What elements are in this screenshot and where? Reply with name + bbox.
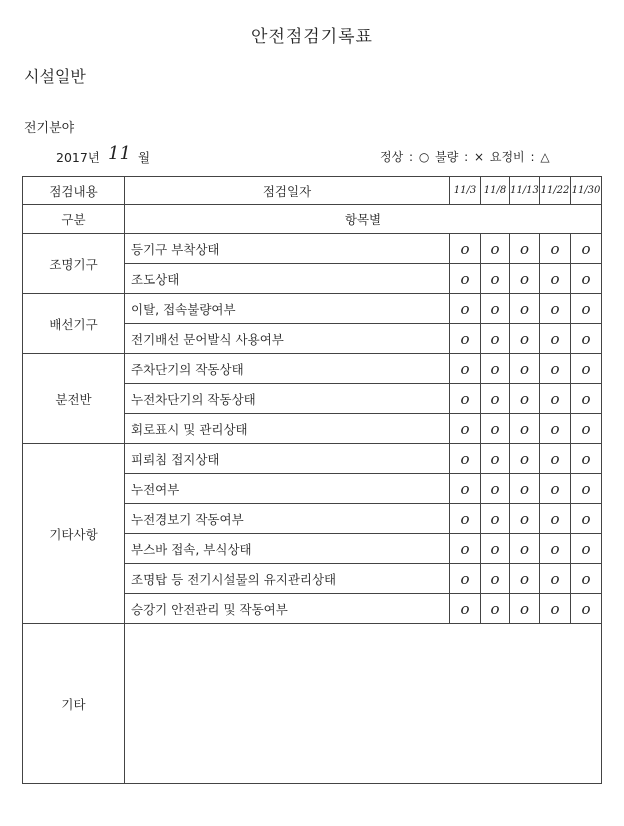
check-mark: o <box>540 474 571 504</box>
table-row <box>23 354 602 384</box>
check-mark: o <box>481 324 510 354</box>
other-row <box>23 624 602 784</box>
category-header: 구분 <box>23 205 125 234</box>
check-mark: o <box>540 414 571 444</box>
item-label: 누전차단기의 작동상태 <box>125 384 450 414</box>
check-mark: o <box>540 504 571 534</box>
check-mark: o <box>540 294 571 324</box>
month-label: 월 <box>138 150 151 165</box>
other-content <box>125 624 602 784</box>
page-title: 안전점검기록표 <box>251 27 373 47</box>
check-mark: o <box>510 594 540 624</box>
check-mark: o <box>510 234 540 264</box>
check-mark: o <box>510 474 540 504</box>
item-label: 누전경보기 작동여부 <box>125 504 450 534</box>
check-mark: o <box>540 324 571 354</box>
check-mark: o <box>571 594 602 624</box>
date-header: 점검일자 <box>125 177 450 205</box>
other-label: 기타 <box>23 624 125 784</box>
item-label: 부스바 접속, 부식상태 <box>125 534 450 564</box>
date-cell: 11/13 <box>510 177 540 205</box>
date-cell: 11/8 <box>481 177 510 205</box>
check-mark: o <box>510 264 540 294</box>
check-mark: o <box>450 354 481 384</box>
item-label: 이탈, 접속불량여부 <box>125 294 450 324</box>
check-mark: o <box>510 294 540 324</box>
check-mark: o <box>571 354 602 384</box>
check-mark: o <box>510 564 540 594</box>
inspection-table <box>22 176 602 784</box>
check-mark: o <box>481 504 510 534</box>
legend: 정상 : ○ 불량 : × 요정비 : △ <box>380 150 550 164</box>
check-mark: o <box>450 504 481 534</box>
check-mark: o <box>571 474 602 504</box>
check-mark: o <box>571 384 602 414</box>
check-mark: o <box>481 294 510 324</box>
check-mark: o <box>510 414 540 444</box>
item-label: 조명탑 등 전기시설물의 유지관리상태 <box>125 564 450 594</box>
check-mark: o <box>571 444 602 474</box>
item-header: 항목별 <box>125 205 602 234</box>
month-handwritten: 11 <box>108 143 131 164</box>
check-mark: o <box>450 594 481 624</box>
check-mark: o <box>540 234 571 264</box>
check-mark: o <box>540 384 571 414</box>
check-mark: o <box>540 444 571 474</box>
check-mark: o <box>450 534 481 564</box>
check-mark: o <box>571 534 602 564</box>
check-mark: o <box>481 414 510 444</box>
header-row-1 <box>23 177 602 205</box>
item-label: 누전여부 <box>125 474 450 504</box>
check-mark: o <box>571 414 602 444</box>
category-cell: 기타사항 <box>23 444 125 624</box>
check-mark: o <box>450 384 481 414</box>
check-mark: o <box>481 384 510 414</box>
check-mark: o <box>540 594 571 624</box>
check-mark: o <box>510 444 540 474</box>
check-mark: o <box>450 414 481 444</box>
item-label: 전기배선 문어발식 사용여부 <box>125 324 450 354</box>
check-mark: o <box>481 444 510 474</box>
category-cell: 배선기구 <box>23 294 125 354</box>
check-mark: o <box>540 534 571 564</box>
check-mark: o <box>571 234 602 264</box>
check-mark: o <box>510 534 540 564</box>
check-mark: o <box>481 354 510 384</box>
item-label: 조도상태 <box>125 264 450 294</box>
check-mark: o <box>481 594 510 624</box>
table-row <box>23 444 602 474</box>
category-cell: 분전반 <box>23 354 125 444</box>
check-mark: o <box>540 354 571 384</box>
check-mark: o <box>540 564 571 594</box>
check-mark: o <box>510 504 540 534</box>
header-row-2 <box>23 205 602 234</box>
section-heading: 시설일반 <box>24 67 86 86</box>
content-header: 점검내용 <box>23 177 125 205</box>
check-mark: o <box>481 534 510 564</box>
subsection-heading: 전기분야 <box>24 121 75 136</box>
item-label: 등기구 부착상태 <box>125 234 450 264</box>
item-label: 주차단기의 작동상태 <box>125 354 450 384</box>
check-mark: o <box>450 324 481 354</box>
table-row <box>23 234 602 264</box>
date-cell: 11/3 <box>450 177 481 205</box>
check-mark: o <box>450 564 481 594</box>
check-mark: o <box>571 294 602 324</box>
check-mark: o <box>510 384 540 414</box>
check-mark: o <box>571 564 602 594</box>
check-mark: o <box>481 474 510 504</box>
check-mark: o <box>450 234 481 264</box>
date-cell: 11/30 <box>571 177 602 205</box>
check-mark: o <box>571 264 602 294</box>
check-mark: o <box>571 324 602 354</box>
date-cell: 11/22 <box>540 177 571 205</box>
check-mark: o <box>450 294 481 324</box>
check-mark: o <box>450 264 481 294</box>
check-mark: o <box>481 234 510 264</box>
check-mark: o <box>510 324 540 354</box>
check-mark: o <box>450 444 481 474</box>
check-mark: o <box>450 474 481 504</box>
year-label: 2017년 <box>56 150 100 165</box>
check-mark: o <box>481 264 510 294</box>
category-cell: 조명기구 <box>23 234 125 294</box>
table-row <box>23 294 602 324</box>
check-mark: o <box>540 264 571 294</box>
item-label: 승강기 안전관리 및 작동여부 <box>125 594 450 624</box>
check-mark: o <box>571 504 602 534</box>
item-label: 회로표시 및 관리상태 <box>125 414 450 444</box>
check-mark: o <box>510 354 540 384</box>
check-mark: o <box>481 564 510 594</box>
item-label: 피뢰침 접지상태 <box>125 444 450 474</box>
